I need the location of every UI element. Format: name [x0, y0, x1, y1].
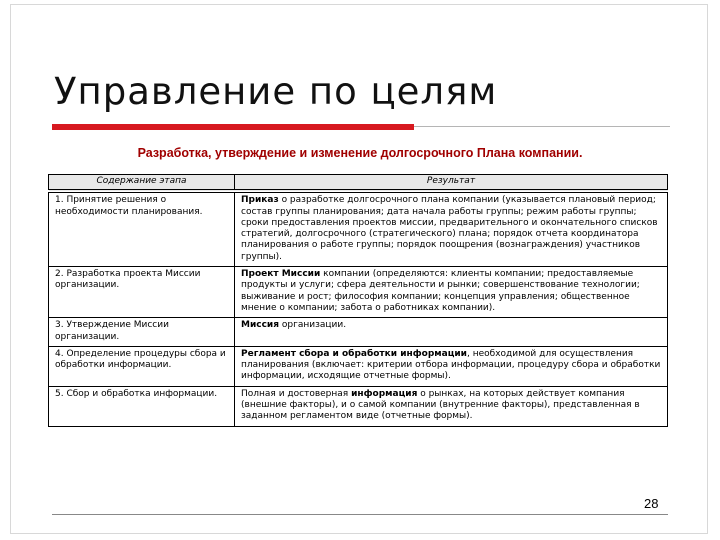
result-text: о рынках, на которых действует компания (внешние факторы), и о самой компании (внутренние факторы), представленная в заданном регламентом виде (отчетные формы). [241, 388, 640, 422]
footer-rule [52, 514, 668, 515]
title-underline-red [52, 124, 414, 130]
result-bold: Миссия [241, 320, 280, 331]
result-bold: Проект Миссии [241, 269, 321, 280]
stage-cell: 2. Разработка проекта Миссии организации. [49, 267, 235, 318]
result-cell [235, 267, 668, 318]
result-text: организации. [279, 320, 347, 331]
stage-cell: 1. Принятие решения о необходимости планирования. [49, 191, 235, 266]
result-text: компании (определяются: клиенты компании; предоставляемые продукты и услуги; сфера деятельности и рынки; совершенствование технологии; выживание и рост; философия компании; концепция управления; общественное мнение о компании; забота о работниках компании). [241, 269, 640, 313]
header-result: Результат [235, 175, 668, 192]
header-stage: Содержание этапа [49, 175, 235, 192]
table-row [49, 386, 668, 426]
page-number: 28 [644, 496, 659, 511]
result-bold: Приказ [241, 195, 279, 206]
stage-cell: 5. Сбор и обработка информации. [49, 386, 235, 426]
result-text: о разработке долгосрочного плана компании (указывается плановый период; состав группы планирования; дата начала работы группы; режим работы группы; сроки предоставления проектов миссии, предварительного и окончательного списков стратегий, долгосрочного (стратегического) плана; порядок отчета координатора планирования о работе группы; порядок поощрения (вознаграждения) участников группы). [241, 195, 658, 262]
result-cell [235, 346, 668, 386]
table-row [49, 267, 668, 318]
plan-table [48, 174, 668, 427]
result-text: , необходимой для осуществления планирования (включает: критерии отбора информации, процедуру сбора и обработки информации, исходящие отчетные формы). [241, 348, 661, 382]
table-row [49, 191, 668, 266]
result-cell [235, 386, 668, 426]
result-cell [235, 191, 668, 266]
table-row [49, 346, 668, 386]
slide-subtitle: Разработка, утверждение и изменение долгосрочного Плана компании. [137, 146, 583, 160]
table-header-row [49, 175, 668, 192]
stage-cell: 4. Определение процедуры сбора и обработки информации. [49, 346, 235, 386]
result-pre: Полная и достоверная [241, 388, 352, 399]
stage-cell: 3. Утверждение Миссии организации. [49, 318, 235, 347]
result-bold: Регламент сбора и обработки информации [241, 348, 467, 359]
result-bold: информация [351, 388, 418, 399]
result-cell [235, 318, 668, 347]
table-row [49, 318, 668, 347]
slide-title: Управление по целям [54, 70, 498, 113]
